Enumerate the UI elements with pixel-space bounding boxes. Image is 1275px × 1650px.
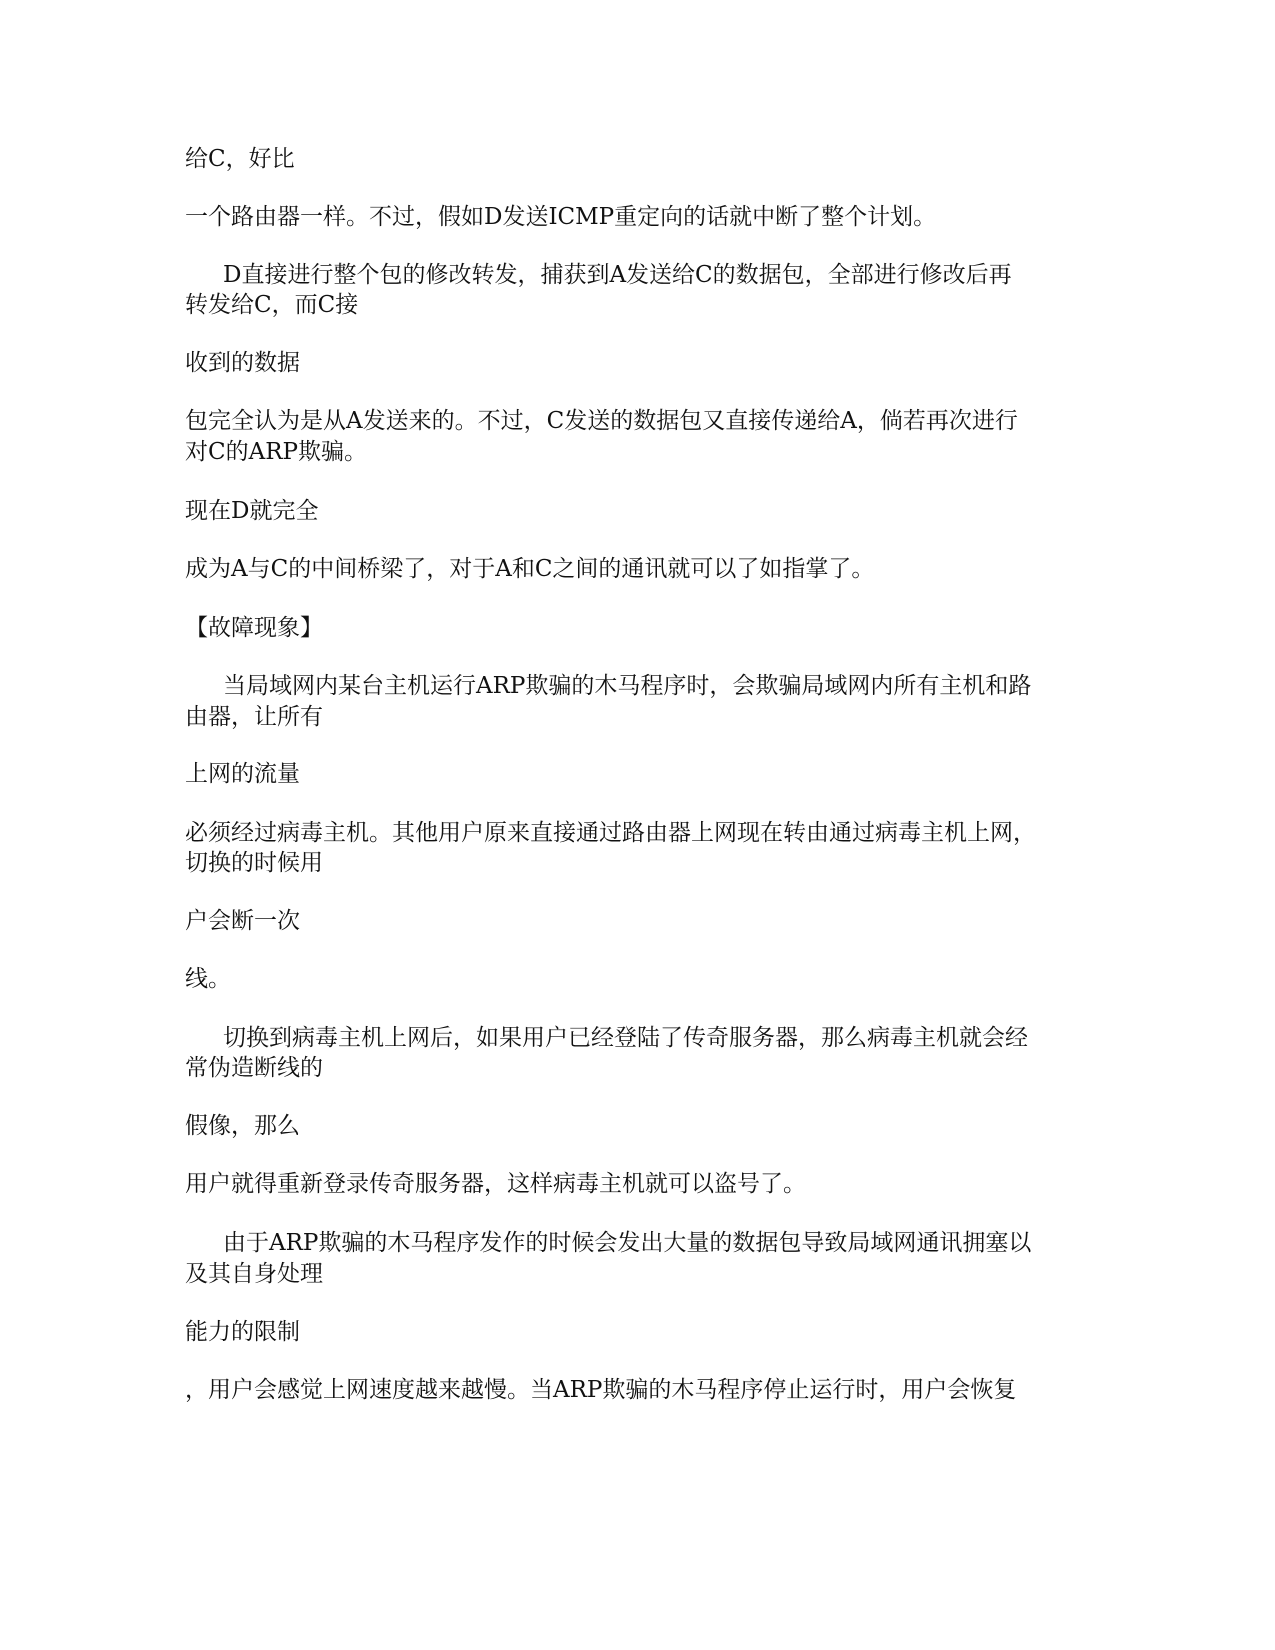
paragraph-start-line: 由于ARP欺骗的木马程序发作的时候会发出大量的数据包导致局域网通讯拥塞以 — [223, 1230, 1032, 1256]
paragraph-start-line: 当局域网内某台主机运行ARP欺骗的木马程序时，会欺骗局域网内所有主机和路 — [223, 673, 1032, 699]
text-line: 常伪造断线的 — [185, 1055, 323, 1081]
text-line: 假像，那么 — [185, 1113, 300, 1139]
text-line: 由器，让所有 — [185, 704, 323, 730]
text-line: 切换的时候用 — [185, 850, 323, 876]
text-line: 上网的流量 — [185, 761, 300, 787]
text-line: 收到的数据 — [185, 350, 300, 376]
text-line: 线。 — [185, 966, 231, 992]
section-heading: 【故障现象】 — [185, 615, 323, 641]
text-line: 现在D就完全 — [185, 498, 319, 524]
paragraph-start-line: D直接进行整个包的修改转发，捕获到A发送给C的数据包，全部进行修改后再 — [223, 262, 1012, 288]
text-line: 及其自身处理 — [185, 1261, 323, 1287]
text-line: 包完全认为是从A发送来的。不过，C发送的数据包又直接传递给A，倘若再次进行 — [185, 408, 1018, 434]
text-line: 用户就得重新登录传奇服务器，这样病毒主机就可以盗号了。 — [185, 1171, 806, 1197]
text-line: 给C，好比 — [185, 146, 295, 172]
text-line: 一个路由器一样。不过，假如D发送ICMP重定向的话就中断了整个计划。 — [185, 204, 937, 230]
text-line: 转发给C，而C接 — [185, 292, 359, 318]
text-line: 必须经过病毒主机。其他用户原来直接通过路由器上网现在转由通过病毒主机上网， — [185, 820, 1036, 846]
text-line: 成为A与C的中间桥梁了，对于A和C之间的通讯就可以了如指掌了。 — [185, 556, 875, 582]
paragraph-start-line: 切换到病毒主机上网后，如果用户已经登陆了传奇服务器，那么病毒主机就会经 — [223, 1025, 1028, 1051]
text-line: 对C的ARP欺骗。 — [185, 439, 368, 465]
text-line: ，用户会感觉上网速度越来越慢。当ARP欺骗的木马程序停止运行时，用户会恢复 — [185, 1377, 1017, 1403]
text-line: 能力的限制 — [185, 1319, 300, 1345]
text-line: 户会断一次 — [185, 908, 300, 934]
